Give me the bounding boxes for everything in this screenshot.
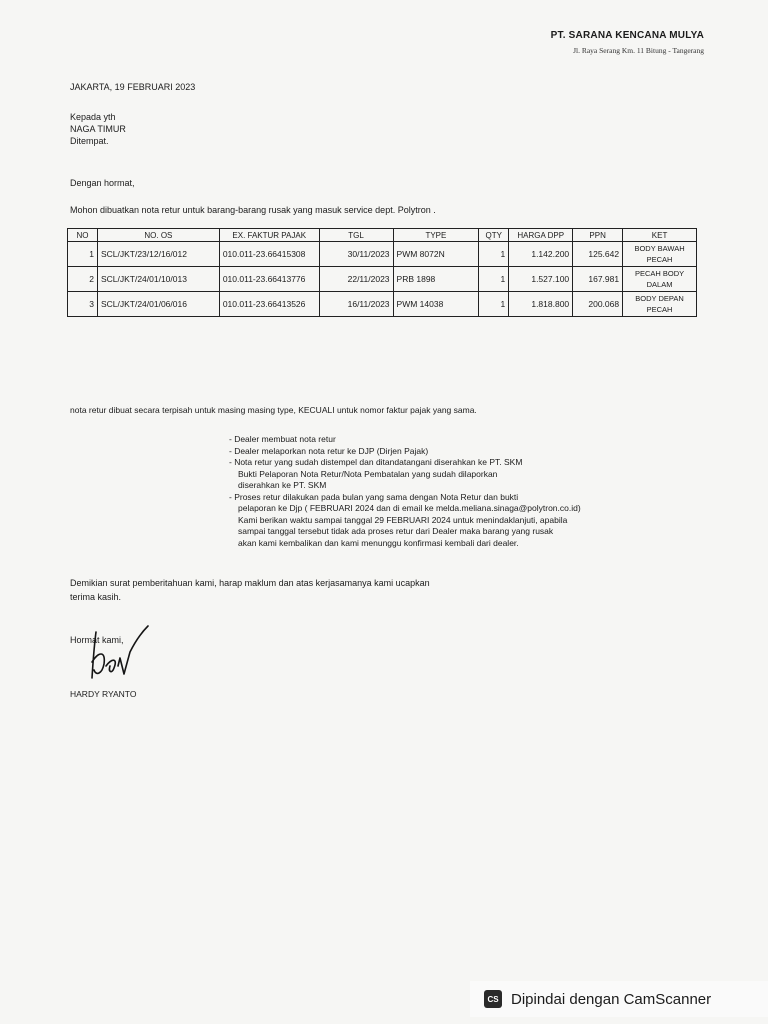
cell-faktur: 010.011-23.66415308 (219, 242, 319, 267)
camscanner-text: Dipindai dengan CamScanner (511, 990, 712, 1008)
recipient-line-1: Kepada yth (70, 112, 116, 122)
cell-harga-dpp: 1.818.800 (509, 292, 573, 317)
greeting: Dengan hormat, (70, 178, 135, 188)
header-type: TYPE (393, 229, 479, 242)
step-line: Kami berikan waktu sampai tanggal 29 FEBRUARI 2024 untuk menindaklanjuti, apabila (238, 514, 568, 525)
cell-tgl: 16/11/2023 (319, 292, 393, 317)
place-date: JAKARTA, 19 FEBRUARI 2023 (70, 82, 196, 92)
cell-no-os: SCL/JKT/24/01/10/013 (97, 267, 219, 292)
step-line: - Proses retur dilakukan pada bulan yang sama dengan Nota Retur dan bukti (229, 491, 519, 502)
recipient-line-2: NAGA TIMUR (70, 124, 126, 134)
cell-qty: 1 (479, 242, 509, 267)
cell-no-os: SCL/JKT/23/12/16/012 (97, 242, 219, 267)
cell-faktur: 010.011-23.66413526 (219, 292, 319, 317)
header-harga-dpp: HARGA DPP (509, 229, 573, 242)
cell-type: PWM 14038 (393, 292, 479, 317)
cell-harga-dpp: 1.142.200 (509, 242, 573, 267)
signatory-name: HARDY RYANTO (70, 689, 137, 699)
intro-text: Mohon dibuatkan nota retur untuk barang-barang rusak yang masuk service dept. Polytron . (70, 205, 436, 215)
step-line: diserahkan ke PT. SKM (238, 480, 327, 490)
cell-no: 1 (68, 242, 98, 267)
step-line: - Dealer melaporkan nota retur ke DJP (Dirjen Pajak) (229, 445, 429, 456)
return-items-table (67, 228, 697, 317)
closing-line-1: Demikian surat pemberitahuan kami, harap maklum dan atas kerjasamanya kami ucapkan (70, 578, 430, 588)
step-line: pelaporan ke Djp ( FEBRUARI 2024 dan di email ke melda.meliana.sinaga@polytron.co.id) (238, 503, 581, 513)
header-qty: QTY (479, 229, 509, 242)
step-line: - Dealer membuat nota retur (229, 434, 336, 444)
step-line: Bukti Pelaporan Nota Retur/Nota Pembatalan yang sudah dilaporkan (238, 468, 498, 479)
note-text: nota retur dibuat secara terpisah untuk masing masing type, KECUALI untuk nomor faktur pajak yang sama. (70, 405, 477, 415)
cell-type: PWM 8072N (393, 242, 479, 267)
camscanner-badge (470, 981, 768, 1017)
table-row (68, 292, 697, 317)
header-no: NO (68, 229, 98, 242)
header-ppn: PPN (573, 229, 623, 242)
handwritten-signature (84, 622, 154, 688)
closing-line-2: terima kasih. (70, 592, 122, 602)
cell-tgl: 22/11/2023 (319, 267, 393, 292)
cell-ket: PECAH BODY DALAM (623, 267, 697, 292)
cell-faktur: 010.011-23.66413776 (219, 267, 319, 292)
step-line: sampai tanggal tersebut tidak ada proses retur dari Dealer maka barang yang rusak (238, 526, 554, 536)
table-row (68, 242, 697, 267)
camscanner-logo-icon: CS (484, 990, 502, 1008)
procedure-steps (229, 434, 581, 549)
cell-ppn: 125.642 (573, 242, 623, 267)
cell-ket: BODY DEPAN PECAH (623, 292, 697, 317)
step-line: akan kami kembalikan dan kami menunggu konfirmasi kembali dari dealer. (238, 537, 519, 548)
cell-qty: 1 (479, 267, 509, 292)
cell-ppn: 200.068 (573, 292, 623, 317)
company-address: Jl. Raya Serang Km. 11 Bitung - Tangerang (573, 46, 704, 55)
header-no-os: NO. OS (97, 229, 219, 242)
table-row (68, 267, 697, 292)
cell-ppn: 167.981 (573, 267, 623, 292)
step-line: - Nota retur yang sudah distempel dan ditandatangani diserahkan ke PT. SKM (229, 457, 523, 467)
header-faktur: EX. FAKTUR PAJAK (219, 229, 319, 242)
table-header-row (68, 229, 697, 242)
cell-no: 3 (68, 292, 98, 317)
header-tgl: TGL (319, 229, 393, 242)
recipient-line-3: Ditempat. (70, 136, 109, 146)
cell-no: 2 (68, 267, 98, 292)
company-name: PT. SARANA KENCANA MULYA (550, 30, 704, 41)
cell-qty: 1 (479, 292, 509, 317)
cell-no-os: SCL/JKT/24/01/06/016 (97, 292, 219, 317)
company-header (551, 30, 704, 55)
cell-tgl: 30/11/2023 (319, 242, 393, 267)
cell-type: PRB 1898 (393, 267, 479, 292)
cell-ket: BODY BAWAH PECAH (623, 242, 697, 267)
cell-harga-dpp: 1.527.100 (509, 267, 573, 292)
header-ket: KET (623, 229, 697, 242)
regards-text: Hormat kami, (70, 635, 124, 645)
